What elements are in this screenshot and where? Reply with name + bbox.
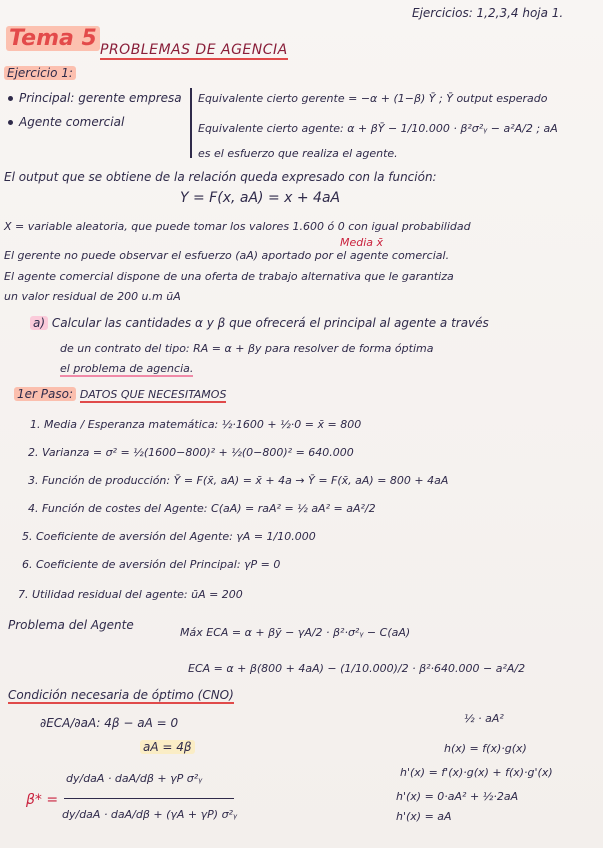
intro-line-5: un valor residual de 200 u.m ūA [4,290,181,303]
cno-result [140,740,195,754]
title-text: Tema 5 [6,26,100,51]
agent-problem-max: Máx ECA = α + βȳ − γA/2 · β²·σ²ᵧ − C(aA) [180,626,411,639]
exercise-label [4,66,76,80]
paso1-title: DATOS QUE NECESITAMOS [79,388,227,401]
intro-line-4: El agente comercial dispone de una oferta de trabajo alternativa que le garantiza [4,270,454,283]
cno-label-text: Condición necesaria de óptimo (CNO) [8,688,234,702]
question-a-line-3 [60,362,193,375]
data-item-2: 2. Varianza = σ² = ½(1600−800)² + ½(0−800)² = 640.000 [28,446,354,459]
bullet-icon [8,120,13,125]
data-item-3: 3. Función de producción: Ȳ = F(x̄, aA) = x̄ + 4a → Ȳ = F(x̄, aA) = 800 + 4aA [28,474,449,487]
data-item-4: 4. Función de costes del Agente: C(aA) = raA² = ½ aA² = aA²/2 [28,502,376,515]
equivalent-gerente: Equivalente cierto gerente = −α + (1−β) Ȳ ; Ȳ output esperado [198,92,548,105]
side-note-4: h'(x) = 0·aA² + ½·2aA [396,790,519,803]
intro-line-2: X = variable aleatoria, que puede tomar los valores 1.600 ó 0 con igual probabilidad [4,220,471,233]
question-a-text-1: Calcular las cantidades α y β que ofrecerá el principal al agente a través [51,316,489,330]
intro-line-3: El gerente no puede observar el esfuerzo (aA) aportado por el agente comercial. [4,249,450,262]
cno-label [8,688,234,702]
question-a-label: a) [30,316,48,330]
paso1-label: 1er Paso: [14,387,76,401]
role-agente [8,115,124,129]
equivalent-agente: Equivalente cierto agente: α + βȲ − 1/10.000 · β²σ²ᵧ − a²A/2 ; aA [198,122,558,135]
data-item-7: 7. Utilidad residual del agente: ūA = 200 [18,588,243,601]
exercise-reference: Ejercicios: 1,2,3,4 hoja 1. [412,6,564,20]
data-item-1: 1. Media / Esperanza matemática: ½·1600 + ½·0 = x̄ = 800 [30,418,362,431]
divider-line [190,88,192,158]
question-a-line-1 [30,316,489,330]
page-subtitle: PROBLEMAS DE AGENCIA [100,42,288,58]
page-title [6,26,100,51]
agent-problem-expanded: ECA = α + β(800 + 4aA) − (1/10.000)/2 · β²·640.000 − a²A/2 [188,662,526,675]
beta-optimal-label: β* = [26,792,59,808]
intro-line-1: El output que se obtiene de la relación queda expresado con la función: [4,170,437,184]
side-note-2: h(x) = f(x)·g(x) [444,742,527,755]
side-note-1: ½ · aA² [464,712,504,725]
side-note-3: h'(x) = f'(x)·g(x) + f(x)·g'(x) [400,766,553,779]
media-note: Media x̄ [340,236,384,249]
bullet-icon [8,96,13,101]
beta-numerator: dy/daA · daA/dβ + γP σ²ᵧ [66,772,203,785]
beta-denominator: dy/daA · daA/dβ + (γA + γP) σ²ᵧ [62,808,238,821]
question-a-line-2: de un contrato del tipo: RA = α + βy para resolver de forma óptima [60,342,434,355]
equivalent-agente-note: es el esfuerzo que realiza el agente. [198,147,398,160]
exercise-label-text: Ejercicio 1: [4,66,76,80]
cno-result-text: aA = 4β [140,740,195,754]
side-note-5: h'(x) = aA [396,810,452,823]
role-principal [8,91,182,105]
paso1-heading [14,387,226,401]
role-agente-text: Agente comercial [19,115,125,129]
role-principal-text: Principal: gerente empresa [19,91,182,105]
question-a-text-3: el problema de agencia. [60,362,194,375]
data-item-5: 5. Coeficiente de aversión del Agente: γA = 1/10.000 [22,530,316,543]
agent-problem-label: Problema del Agente [8,618,134,632]
data-item-6: 6. Coeficiente de aversión del Principal: γP = 0 [22,558,281,571]
fraction-bar [64,798,234,799]
cno-derivative: ∂ECA/∂aA: 4β − aA = 0 [40,716,179,730]
output-function: Y = F(x, aA) = x + 4aA [180,190,341,206]
